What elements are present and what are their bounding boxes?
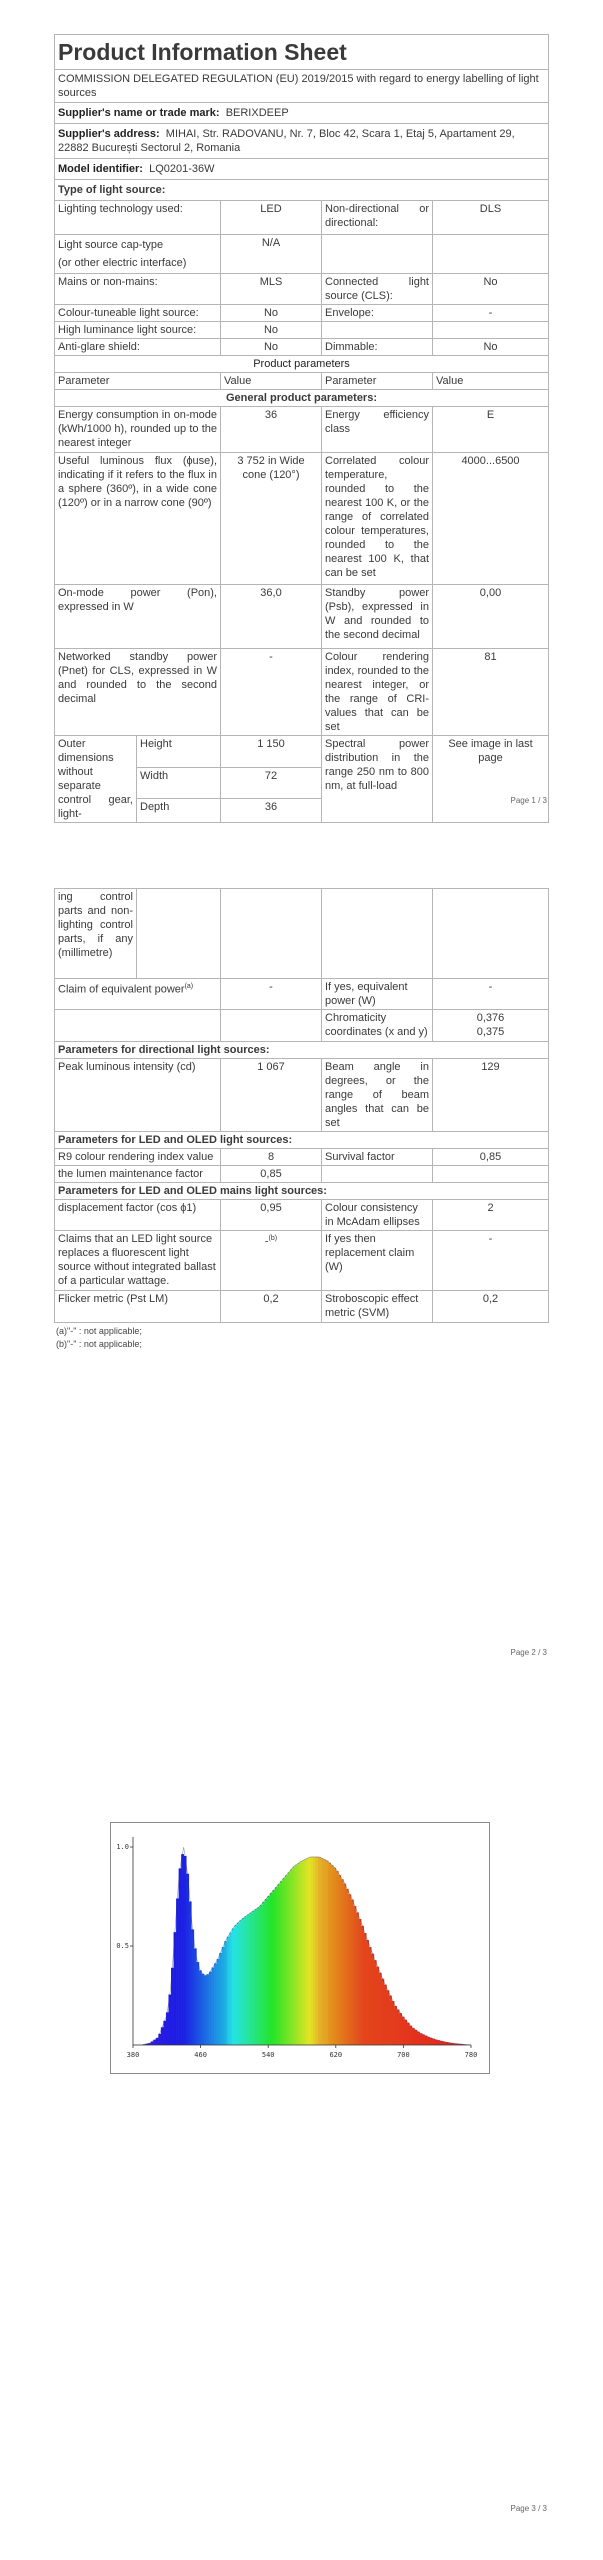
empty-cell: [433, 235, 549, 274]
non-directional-label: Non-directional or directional:: [322, 201, 433, 235]
y-ticks: [116, 1843, 133, 1950]
spectrum-bar: [280, 1881, 283, 2045]
spectrum-bar: [379, 1973, 382, 2045]
spectral-distribution-label: Spectral power distribution in the range 250 nm to 800 nm, at full-load: [322, 736, 433, 823]
chromaticity-y: 0,375: [476, 1026, 505, 1038]
spectrum-bar: [217, 1959, 220, 2045]
page-3: [0, 1740, 603, 2560]
spectral-distribution-value: See image in last page: [433, 736, 549, 823]
spectrum-bar: [371, 1954, 374, 2045]
footnote-ref-b: (b): [268, 1235, 278, 1242]
spectrum-bar: [305, 1859, 308, 2045]
luminous-flux-label: Useful luminous flux (ɸuse), indicating if it refers to the flux in a sphere (360º), in a wide cone (120º) or in a narrow cone (90º): [55, 453, 221, 585]
address-label: Supplier's address:: [58, 128, 160, 140]
spectrum-bar: [432, 2039, 435, 2045]
survival-factor-label: Survival factor: [322, 1149, 433, 1166]
x-tick-label: 700: [397, 2051, 410, 2059]
chromaticity-x: 0,376: [476, 1012, 505, 1024]
flicker-label: Flicker metric (Pst LM): [55, 1291, 221, 1323]
spectrum-bar: [364, 1933, 367, 2045]
spectrum-bar: [194, 1948, 197, 2045]
anti-glare-value: No: [221, 339, 322, 356]
spectrum-bar: [328, 1863, 331, 2045]
spectrum-bar: [338, 1875, 341, 2045]
envelope-label: Envelope:: [322, 305, 433, 322]
spectrum-bar: [209, 1972, 212, 2045]
spectrum-bar: [409, 2026, 412, 2045]
info-table-page-2: [54, 888, 549, 1323]
spectrum-bar: [425, 2036, 428, 2045]
spectrum-bar: [290, 1869, 293, 2045]
stroboscopic-label: Stroboscopic effect metric (SVM): [322, 1291, 433, 1323]
connected-value: No: [433, 274, 549, 305]
spectrum-bar: [412, 2028, 415, 2045]
col-parameter: Parameter: [322, 373, 433, 390]
empty-cell: [433, 322, 549, 339]
spectrum-bar: [288, 1872, 291, 2045]
spectrum-bar: [283, 1878, 286, 2045]
address-value: MIHAI, Str. RADOVANU, Nr. 7, Bloc 42, Scara 1, Etaj 5, Apartament 29, 22882 București Sectorul 2, Romania: [58, 128, 515, 154]
page-2: [0, 880, 603, 1680]
spectrum-bar: [166, 2012, 169, 2045]
spectrum-bar: [387, 1990, 390, 2045]
outer-dimensions-label-continued: ing control parts and non-lighting control parts, if any (millimetre): [55, 889, 137, 979]
spectrum-bar: [267, 1896, 270, 2045]
spectrum-bar: [252, 1911, 255, 2045]
displacement-factor-value: 0,95: [221, 1200, 322, 1231]
col-value: Value: [433, 373, 549, 390]
spectrum-bar: [321, 1858, 324, 2045]
spectrum-bar: [331, 1865, 334, 2045]
spectrum-bar: [323, 1859, 326, 2045]
col-parameter: Parameter: [55, 373, 221, 390]
spectrum-bar: [326, 1861, 329, 2045]
spectrum-bar: [435, 2040, 438, 2045]
spectrum-bar: [186, 1874, 189, 2045]
spectrum-bar: [272, 1890, 275, 2045]
width-value: 72: [221, 767, 322, 799]
spectrum-bar: [277, 1884, 280, 2045]
height-label: Height: [137, 736, 221, 768]
led-heading: Parameters for LED and OLED light sources:: [55, 1132, 549, 1149]
spectrum-bar: [354, 1906, 357, 2045]
spectrum-bar: [359, 1919, 362, 2045]
on-mode-power-value: 36,0: [221, 585, 322, 649]
col-value: Value: [221, 373, 322, 390]
x-tick-label: 540: [261, 2051, 275, 2059]
spectrum-bar: [310, 1857, 313, 2045]
spectrum-bar: [440, 2041, 443, 2045]
spectrum-bar: [234, 1925, 237, 2045]
spectrum-bar: [318, 1857, 321, 2045]
spectrum-bar: [341, 1879, 344, 2045]
spectrum-bar: [316, 1857, 319, 2045]
replacement-claim-dash: -: [264, 1235, 269, 1248]
energy-consumption-label: Energy consumption in on-mode (kWh/1000 h), rounded up to the nearest integer: [55, 407, 221, 453]
spectrum-bar: [417, 2032, 420, 2045]
spectrum-bar: [346, 1889, 349, 2045]
depth-label: Depth: [137, 799, 221, 823]
spectrum-bar: [265, 1899, 268, 2045]
flicker-value: 0,2: [221, 1291, 322, 1323]
spectrum-bar: [204, 1976, 207, 2045]
spectrum-bar: [191, 1929, 194, 2045]
spectrum-bar: [392, 2001, 395, 2045]
spectrum-bar: [404, 2020, 407, 2045]
spectrum-bar: [255, 1909, 258, 2045]
high-lum-value: No: [221, 322, 322, 339]
chromaticity-label: Chromaticity coordinates (x and y): [322, 1010, 433, 1042]
spectrum-bar: [242, 1918, 245, 2045]
spectrum-bar: [189, 1901, 192, 2045]
spectrum-bar: [237, 1923, 240, 2045]
empty-cell: [322, 235, 433, 274]
spectrum-bar: [399, 2013, 402, 2045]
networked-standby-label: Networked standby power (Pnet) for CLS, expressed in W and rounded to the second decimal: [55, 649, 221, 736]
type-heading: Type of light source:: [55, 180, 549, 201]
cri-label: Colour rendering index, rounded to the nearest integer, or the range of CRI-values that can be set: [322, 649, 433, 736]
spectrum-bar: [389, 1996, 392, 2045]
cap-type-label: [55, 235, 221, 274]
spectrum-bar: [224, 1941, 227, 2045]
spectrum-bar: [262, 1902, 265, 2045]
y-tick-label: 0.5: [116, 1942, 129, 1950]
regulation-text: COMMISSION DELEGATED REGULATION (EU) 2019/2015 with regard to energy labelling of light sources: [55, 70, 549, 103]
lumen-maintenance-label: the lumen maintenance factor: [55, 1166, 221, 1183]
spectrum-bar: [201, 1974, 204, 2045]
spectrum-bar: [232, 1928, 235, 2045]
spectrum-bar: [181, 1854, 184, 2045]
spectrum-bar: [351, 1900, 354, 2045]
model-value: LQ0201-36W: [149, 163, 215, 175]
equivalent-power-claim-text: Claim of equivalent power: [58, 983, 185, 996]
survival-factor-value: 0,85: [433, 1149, 549, 1166]
x-tick-label: 460: [194, 2051, 207, 2059]
spectrum-bar: [179, 1868, 182, 2045]
x-tick-label: 620: [329, 2051, 343, 2059]
empty-cell: [433, 1166, 549, 1183]
spectrum-bar: [270, 1893, 273, 2045]
spectrum-bar: [402, 2017, 405, 2045]
equivalent-power-value: -: [433, 979, 549, 1010]
empty-cell: [322, 1166, 433, 1183]
on-mode-power-label: On-mode power (Pon), expressed in W: [55, 585, 221, 649]
spectrum-bar: [414, 2030, 417, 2045]
high-lum-label: High luminance light source:: [55, 322, 221, 339]
replacement-wattage-value: -: [433, 1231, 549, 1291]
spectrum-bar: [384, 1985, 387, 2045]
replacement-claim-value: [221, 1231, 322, 1291]
equivalent-power-label: If yes, equivalent power (W): [322, 979, 433, 1010]
chromaticity-value: [433, 1010, 549, 1042]
supplier-label: Supplier's name or trade mark:: [58, 107, 220, 119]
spectrum-bar: [207, 1974, 210, 2045]
model-row: [55, 159, 549, 180]
replacement-wattage-label: If yes then replacement claim (W): [322, 1231, 433, 1291]
spectrum-bar: [336, 1871, 339, 2045]
spectrum-fill: [143, 1854, 468, 2045]
replacement-claim-label: Claims that an LED light source replaces a fluorescent light source without integrated ballast of a particular wattage.: [55, 1231, 221, 1291]
depth-value: 36: [221, 799, 322, 823]
x-ticks: [127, 2045, 478, 2059]
spectrum-bar: [427, 2037, 430, 2045]
spectrum-bar: [407, 2023, 410, 2045]
spectrum-bar: [196, 1962, 199, 2045]
spectrum-bar: [250, 1913, 253, 2045]
lighting-tech-value: LED: [221, 201, 322, 235]
mains-value: MLS: [221, 274, 322, 305]
spectrum-bar: [298, 1863, 301, 2045]
spectrum-bar: [374, 1960, 377, 2045]
spectrum-bar: [333, 1868, 336, 2045]
stroboscopic-value: 0,2: [433, 1291, 549, 1323]
spectrum-bar: [348, 1894, 351, 2045]
spectrum-bar: [303, 1860, 306, 2045]
supplier-row: [55, 103, 549, 124]
spectrum-bar: [219, 1953, 222, 2045]
spectrum-bar: [397, 2010, 400, 2045]
spectrum-bar: [199, 1970, 202, 2045]
envelope-value: -: [433, 305, 549, 322]
standby-power-value: 0,00: [433, 585, 549, 649]
cct-value: 4000...6500: [433, 453, 549, 585]
spectrum-bar: [257, 1907, 260, 2045]
footnote-b: (b)"-" : not applicable;: [56, 1339, 142, 1349]
dimmable-value: No: [433, 339, 549, 356]
sheet-title: Product Information Sheet: [55, 35, 549, 70]
cap-type-label-line-1: Light source cap-type: [58, 239, 164, 251]
displacement-factor-label: displacement factor (cos ϕ1): [55, 1200, 221, 1231]
spectrum-bar: [293, 1867, 296, 2045]
energy-consumption-value: 36: [221, 407, 322, 453]
peak-intensity-label: Peak luminous intensity (cd): [55, 1059, 221, 1132]
width-label: Width: [137, 767, 221, 799]
lumen-maintenance-value: 0,85: [221, 1166, 322, 1183]
empty-cell: [55, 1010, 221, 1042]
page-number: Page 2 / 3: [510, 1648, 547, 1657]
product-info-sheet: [54, 34, 548, 823]
spectrum-bar: [356, 1912, 359, 2045]
cri-value: 81: [433, 649, 549, 736]
spectrum-bar: [369, 1947, 372, 2045]
connected-label: Connected light source (CLS):: [322, 274, 433, 305]
empty-cell: [221, 1010, 322, 1042]
product-parameters-heading: Product parameters: [55, 356, 549, 373]
spectrum-bar: [163, 2021, 166, 2045]
spectrum-bar: [361, 1926, 364, 2045]
x-tick-label: 780: [464, 2051, 478, 2059]
luminous-flux-value: 3 752 in Wide cone (120°): [221, 453, 322, 585]
dimmable-label: Dimmable:: [322, 339, 433, 356]
empty-cell: [322, 322, 433, 339]
spectrum-bar: [260, 1905, 263, 2045]
networked-standby-value: -: [221, 649, 322, 736]
spectrum-bar: [313, 1857, 316, 2045]
peak-intensity-value: 1 067: [221, 1059, 322, 1132]
spectrum-bar: [422, 2035, 425, 2045]
beam-angle-value: 129: [433, 1059, 549, 1132]
spectrum-bar: [247, 1914, 250, 2045]
spectral-chart: [110, 1822, 490, 2074]
led-mains-heading: Parameters for LED and OLED mains light sources:: [55, 1183, 549, 1200]
model-label: Model identifier:: [58, 163, 143, 175]
footnote-a: (a)"-" : not applicable;: [56, 1326, 142, 1336]
footnote-ref-a: (a): [184, 983, 194, 990]
empty-cell: [137, 889, 221, 979]
spectrum-bar: [176, 1898, 179, 2045]
colour-consistency-value: 2: [433, 1200, 549, 1231]
equivalent-power-claim-value: -: [221, 979, 322, 1010]
spectrum-bar: [285, 1875, 288, 2045]
spectrum-bar: [419, 2033, 422, 2045]
colour-tune-value: No: [221, 305, 322, 322]
x-tick-label: 380: [126, 2051, 140, 2059]
energy-class-label: Energy efficiency class: [322, 407, 433, 453]
spectrum-bar: [381, 1979, 384, 2045]
colour-consistency-label: Colour consistency in McAdam ellipses: [322, 1200, 433, 1231]
outer-dimensions-label: Outer dimensions without separate control gear, light-: [55, 736, 137, 823]
page-number: Page 3 / 3: [510, 2504, 547, 2513]
footnotes: [54, 1325, 548, 1351]
product-info-sheet-continued: [54, 888, 548, 1351]
supplier-value: BERIXDEEP: [225, 107, 289, 119]
anti-glare-label: Anti-glare shield:: [55, 339, 221, 356]
spectrum-bar: [229, 1932, 232, 2045]
spectral-chart-svg: [111, 1823, 489, 2073]
general-parameters-heading: General product parameters:: [55, 390, 549, 407]
r9-value: 8: [221, 1149, 322, 1166]
mains-label: Mains or non-mains:: [55, 274, 221, 305]
spectrum-bar: [430, 2038, 433, 2045]
spectrum-bar: [275, 1887, 278, 2045]
spectrum-bar: [184, 1856, 187, 2045]
spectrum-bar: [227, 1937, 230, 2045]
spectrum-bar: [222, 1947, 225, 2045]
spectrum-bar: [376, 1967, 379, 2045]
page-number: Page 1 / 3: [510, 796, 547, 805]
r9-label: R9 colour rendering index value: [55, 1149, 221, 1166]
spectrum-bar: [366, 1940, 369, 2045]
empty-cell: [221, 889, 322, 979]
page-1: [0, 0, 603, 820]
directional-heading: Parameters for directional light sources:: [55, 1042, 549, 1059]
empty-cell: [322, 889, 433, 979]
empty-cell: [433, 889, 549, 979]
non-directional-value: DLS: [433, 201, 549, 235]
spectrum-bar: [245, 1916, 248, 2045]
spectrum-bar: [394, 2006, 397, 2045]
spectrum-bar: [308, 1857, 311, 2045]
cap-type-value: N/A: [221, 235, 322, 274]
spectrum-bar: [343, 1884, 346, 2045]
cap-type-label-line-2: (or other electric interface): [58, 257, 187, 269]
spectrum-bar: [156, 2038, 159, 2045]
colour-tune-label: Colour-tuneable light source:: [55, 305, 221, 322]
lighting-tech-label: Lighting technology used:: [55, 201, 221, 235]
spectrum-bar: [437, 2040, 440, 2045]
spectrum-bar: [295, 1865, 298, 2045]
spectrum-bar: [300, 1861, 303, 2045]
beam-angle-label: Beam angle in degrees, or the range of beam angles that can be set: [322, 1059, 433, 1132]
address-row: [55, 124, 549, 159]
height-value: 1 150: [221, 736, 322, 768]
spectrum-bar: [214, 1963, 217, 2045]
cct-label: Correlated colour temperature, rounded to the nearest 100 K, or the range of correlated colour temperatures, rounded to the nearest 100 K, that can be set: [322, 453, 433, 585]
equivalent-power-claim-label: [55, 979, 221, 1010]
spectrum-bar: [212, 1967, 215, 2045]
standby-power-label: Standby power (Psb), expressed in W and rounded to the second decimal: [322, 585, 433, 649]
spectrum-bar: [174, 1932, 177, 2045]
spectrum-bar: [239, 1920, 242, 2045]
energy-class-value: E: [433, 407, 549, 453]
y-tick-label: 1.0: [116, 1843, 129, 1851]
info-table-page-1: [54, 34, 549, 823]
